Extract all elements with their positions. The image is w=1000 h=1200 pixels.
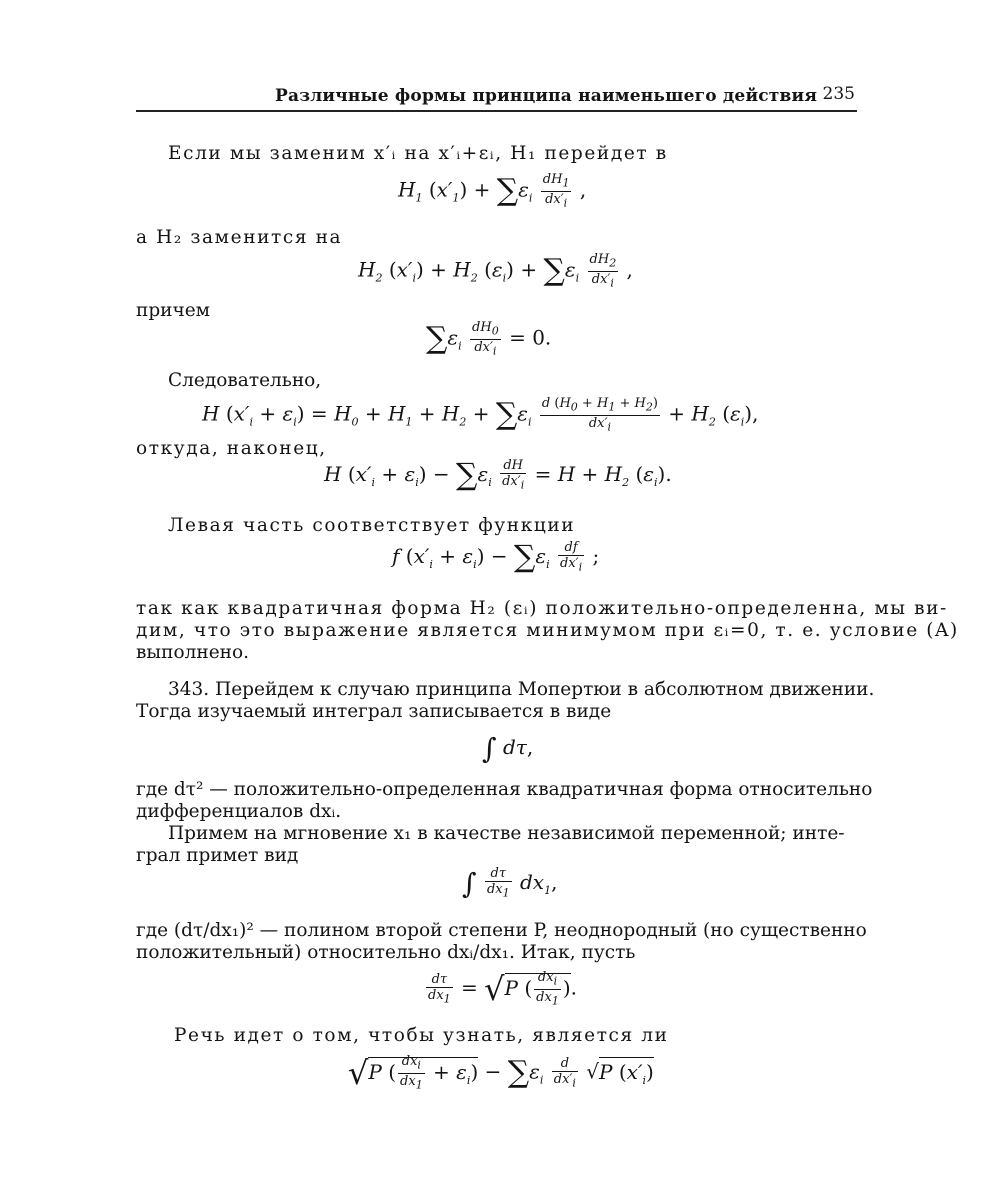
page-header bbox=[275, 86, 855, 110]
paragraph-9-line-2: грал примет вид bbox=[136, 845, 299, 866]
paragraph-7-line-3: выполнено. bbox=[136, 642, 249, 663]
paragraph-3: причем bbox=[136, 300, 211, 321]
paragraph-6: Левая часть соответствует функции bbox=[168, 515, 576, 536]
paragraph-4: Следовательно, bbox=[168, 370, 322, 391]
equation-10: √P ( $\frac{dx_i}{dx_1}$ + $\varepsilon_i) - \sum\varepsilon_i$ $\frac{d}{dx'_i}$ √P $(x'_i)$ bbox=[348, 1054, 654, 1093]
paragraph-5: откуда, наконец, bbox=[136, 438, 327, 459]
paragraph-1: Если мы заменим x′ᵢ на x′ᵢ+εᵢ, H₁ перейдет в bbox=[168, 143, 668, 164]
page-number: 235 bbox=[822, 84, 855, 104]
paragraph-2: а H₂ заменится на bbox=[136, 227, 343, 248]
equation-5: H $(x'_i + \varepsilon_i) - \sum\varepsilon_i$ $\frac{dH}{dx'_i}$ = $H + H_2$ $(\varepsilon_i)$. bbox=[324, 457, 672, 493]
paragraph-11: Речь идет о том, чтобы узнать, является ли bbox=[174, 1025, 669, 1046]
paragraph-9-line-1: Примем на мгновение x₁ в качестве независимой переменной; инте- bbox=[168, 823, 845, 844]
section-343-line-1: 343. Перейдем к случаю принципа Мопертюи в абсолютном движении. bbox=[168, 679, 875, 700]
equation-2: $H_2$ $(x'_i) + H_2$ $(\varepsilon_i) + \sum\varepsilon_i$ $\frac{dH_2}{dx'_i}$ , bbox=[358, 252, 633, 290]
section-343-line-2: Тогда изучаемый интеграл записывается в виде bbox=[136, 701, 612, 722]
equation-3: $\sum\varepsilon_i$ $\frac{dH_0}{dx'_i}$ = 0. bbox=[426, 320, 552, 358]
paragraph-8-line-1: где dτ² — положительно-определенная квадратичная форма относительно bbox=[136, 779, 873, 800]
equation-6: f $(x'_i + \varepsilon_i) - \sum\varepsilon_i$ $\frac{df}{dx'_i}$ ; bbox=[392, 539, 600, 575]
equation-7: ∫ dτ, bbox=[482, 732, 534, 765]
equation-4: H $(x'_i + \varepsilon_i) = H_0 + H_1 + H_2 + \sum\varepsilon_i$ $\frac{d (H_0 + H_1 + H_2)}{dx'_i}$ + $H_2$ $(\varepsilon_i)$, bbox=[202, 396, 759, 434]
paragraph-8-line-2: дифференциалов dxᵢ. bbox=[136, 801, 342, 822]
paragraph-7-line-1: так как квадратичная форма H₂ (εᵢ) положительно-определенна, мы ви- bbox=[136, 598, 948, 619]
paragraph-10-line-1: где (dτ/dx₁)² — полином второй степени P, неоднородный (но существенно bbox=[136, 920, 867, 941]
header-rule bbox=[136, 110, 857, 112]
paragraph-7-line-2: дим, что это выражение является минимумом при εᵢ=0, т. е. условие (A) bbox=[136, 620, 959, 641]
running-title: Различные формы принципа наименьшего действия bbox=[275, 86, 818, 106]
equation-1: $H_1$ $(x'_1) + \sum\varepsilon_i$ $\frac{dH_1}{dx'_i}$ , bbox=[398, 172, 587, 210]
equation-9: $\frac{d\tau}{dx_1}$ = √P ( $\frac{dx_i}{dx_1}$ ). bbox=[428, 970, 577, 1009]
equation-8: ∫ $\frac{d\tau}{dx_1}$ $dx_1$, bbox=[462, 866, 558, 900]
paragraph-10-line-2: положительный) относительно dxᵢ/dx₁. Итак, пусть bbox=[136, 942, 636, 963]
